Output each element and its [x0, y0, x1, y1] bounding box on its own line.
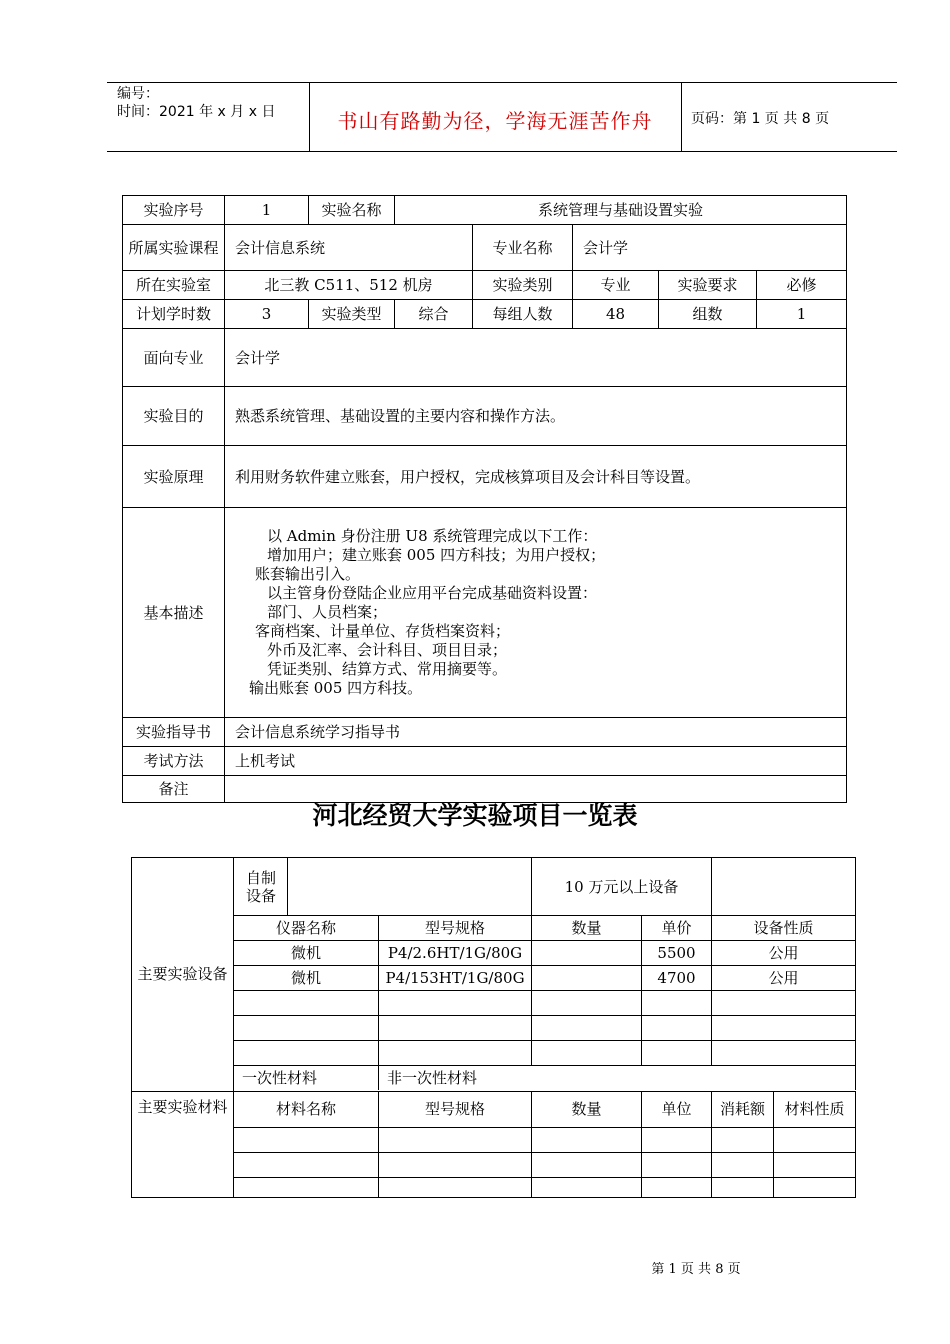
equip-cell: 微机	[234, 966, 379, 991]
material-header: 单位	[642, 1091, 712, 1127]
document-header	[107, 82, 897, 152]
equip-label: 主要实验设备	[132, 858, 234, 1092]
equip-cell: P4/2.6HT/1G/80G	[379, 941, 532, 966]
equip-cell	[532, 941, 642, 966]
desc-line: 输出账套 005 四方科技。	[249, 679, 423, 697]
material-header: 型号规格	[379, 1091, 532, 1127]
table-row	[132, 1041, 856, 1066]
category-label: 实验类别	[473, 271, 573, 300]
group-size-value: 48	[573, 300, 659, 329]
desc-content	[225, 508, 847, 718]
desc-line: 以主管身份登陆企业应用平台完成基础资料设置：	[267, 584, 598, 602]
equip-header: 单价	[642, 916, 712, 941]
target-value: 会计学	[225, 329, 847, 387]
groups-value: 1	[757, 300, 847, 329]
purpose-label: 实验目的	[123, 387, 225, 446]
equip-cell: 5500	[642, 941, 712, 966]
requirement-label: 实验要求	[659, 271, 757, 300]
name-value: 系统管理与基础设置实验	[395, 196, 847, 225]
purpose-value: 熟悉系统管理、基础设置的主要内容和操作方法。	[225, 387, 847, 446]
equip-cell: 4700	[642, 966, 712, 991]
table-row	[132, 991, 856, 1016]
equip-cell	[532, 966, 642, 991]
page-footer: 第 1 页 共 8 页	[651, 1262, 741, 1277]
equip-cell: 公用	[712, 966, 856, 991]
course-label: 所属实验课程	[123, 225, 225, 271]
exam-label: 考试方法	[123, 747, 225, 776]
remark-label: 备注	[123, 776, 225, 803]
category-value: 专业	[573, 271, 659, 300]
hours-value: 3	[225, 300, 309, 329]
material-header: 数量	[532, 1091, 642, 1127]
name-label: 实验名称	[309, 196, 395, 225]
group-size-label: 每组人数	[473, 300, 573, 329]
material-header: 材料性质	[774, 1091, 856, 1127]
table-row	[132, 1177, 856, 1197]
equip-cell: 公用	[712, 941, 856, 966]
equip-header: 仪器名称	[234, 916, 379, 941]
seq-value: 1	[225, 196, 309, 225]
equipment-materials-table	[131, 857, 856, 1198]
hours-label: 计划学时数	[123, 300, 225, 329]
self-made-value	[288, 858, 532, 916]
type-value: 综合	[395, 300, 473, 329]
groups-label: 组数	[659, 300, 757, 329]
principle-value: 利用财务软件建立账套，用户授权，完成核算项目及会计科目等设置。	[225, 446, 847, 508]
desc-line: 账套输出引入。	[255, 565, 361, 583]
guide-value: 会计信息系统学习指导书	[225, 718, 847, 747]
table-row	[132, 966, 856, 991]
desc-line: 部门、人员档案；	[267, 603, 388, 621]
target-label: 面向专业	[123, 329, 225, 387]
equip-header: 型号规格	[379, 916, 532, 941]
non-one-time-label: 非一次性材料	[379, 1066, 856, 1090]
time-label: 时间：2021 年 x 月 x 日	[117, 104, 276, 120]
table-row	[132, 1127, 856, 1152]
desc-line: 增加用户；建立账套 005 四方科技；为用户授权；	[267, 546, 606, 564]
number-label: 编号：	[117, 86, 159, 102]
principle-label: 实验原理	[123, 446, 225, 508]
experiment-info-table	[122, 195, 847, 803]
type-label: 实验类型	[309, 300, 395, 329]
project-list-title: 河北经贸大学实验项目一览表	[312, 801, 638, 830]
seq-label: 实验序号	[123, 196, 225, 225]
table-row	[132, 1152, 856, 1177]
header-divider	[681, 83, 682, 151]
material-header: 消耗额	[712, 1091, 774, 1127]
equip-header: 设备性质	[712, 916, 856, 941]
table-row	[132, 941, 856, 966]
lab-value: 北三教 C511、512 机房	[225, 271, 473, 300]
equip-header: 数量	[532, 916, 642, 941]
material-label: 主要实验材料	[132, 1091, 234, 1197]
major-value: 会计学	[573, 225, 847, 271]
one-time-label: 一次性材料	[234, 1066, 379, 1090]
desc-line: 客商档案、计量单位、存货档案资料；	[255, 622, 511, 640]
desc-line: 凭证类别、结算方式、常用摘要等。	[267, 660, 508, 678]
header-page-info: 页码：第 1 页 共 8 页	[691, 111, 830, 127]
equip-cell: P4/153HT/1G/80G	[379, 966, 532, 991]
guide-label: 实验指导书	[123, 718, 225, 747]
over-100k-value	[712, 858, 856, 916]
self-made-label: 自制设备	[234, 858, 288, 916]
desc-line: 外币及汇率、会计科目、项目目录；	[267, 641, 508, 659]
desc-line: 以 Admin 身份注册 U8 系统管理完成以下工作：	[267, 527, 598, 545]
lab-label: 所在实验室	[123, 271, 225, 300]
exam-value: 上机考试	[225, 747, 847, 776]
table-row	[132, 1016, 856, 1041]
desc-label: 基本描述	[123, 508, 225, 718]
course-value: 会计信息系统	[225, 225, 473, 271]
major-label: 专业名称	[473, 225, 573, 271]
material-header: 材料名称	[234, 1091, 379, 1127]
over-100k-label: 10 万元以上设备	[532, 858, 712, 916]
equip-cell: 微机	[234, 941, 379, 966]
header-motto: 书山有路勤为径，学海无涯苦作舟	[337, 109, 653, 133]
requirement-value: 必修	[757, 271, 847, 300]
header-meta	[117, 85, 275, 121]
